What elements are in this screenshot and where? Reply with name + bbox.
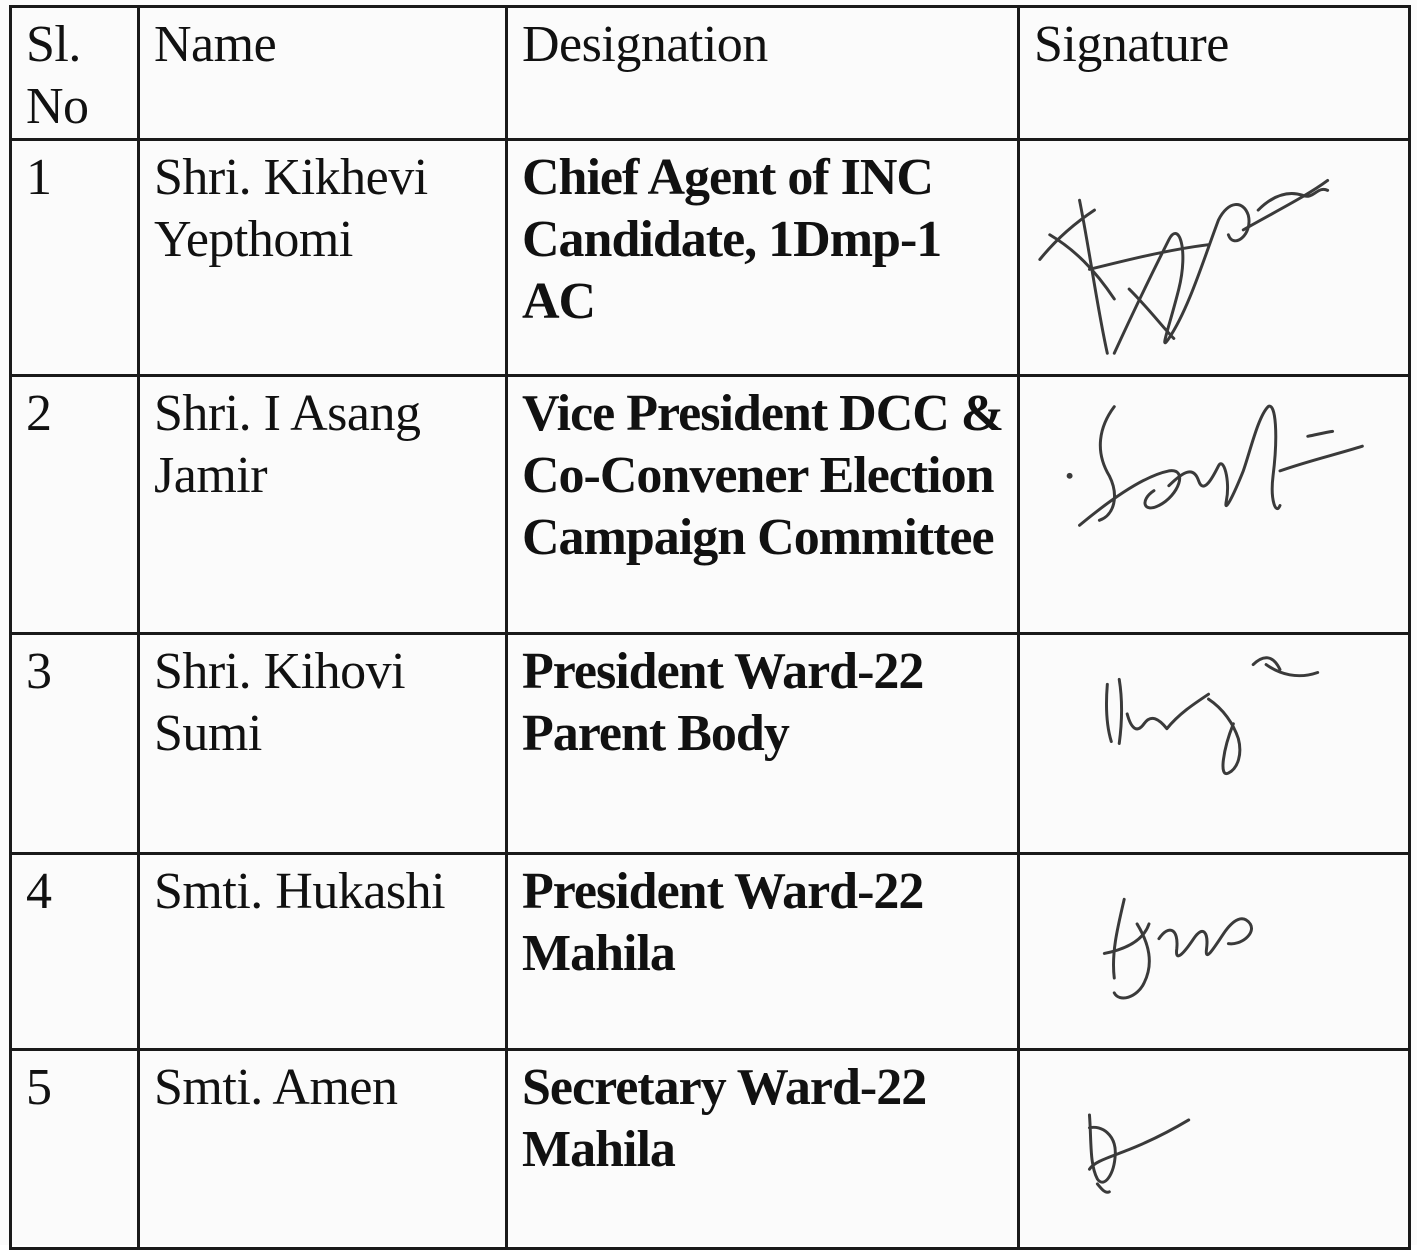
cell-name: Shri. Kihovi Sumi bbox=[139, 634, 507, 854]
header-name: Name bbox=[139, 7, 507, 140]
cell-sl-no: 4 bbox=[11, 854, 139, 1050]
cell-sl-no: 2 bbox=[11, 376, 139, 634]
cell-name: Smti. Amen bbox=[139, 1050, 507, 1249]
cell-signature bbox=[1019, 140, 1410, 376]
signature-image bbox=[1020, 377, 1408, 632]
signature-image bbox=[1020, 635, 1408, 852]
signature-table bbox=[9, 5, 1411, 1250]
cell-signature bbox=[1019, 854, 1410, 1050]
table-header-row bbox=[11, 7, 1410, 140]
cell-signature bbox=[1019, 376, 1410, 634]
cell-signature bbox=[1019, 634, 1410, 854]
cell-sl-no: 5 bbox=[11, 1050, 139, 1249]
signature-image bbox=[1020, 1051, 1408, 1247]
header-signature: Signature bbox=[1019, 7, 1410, 140]
cell-designation: Chief Agent of INC Candidate, 1Dmp-1 AC bbox=[507, 140, 1019, 376]
cell-designation: Secretary Ward-22 Mahila bbox=[507, 1050, 1019, 1249]
signature-image bbox=[1020, 855, 1408, 1048]
cell-name: Smti. Hukashi bbox=[139, 854, 507, 1050]
cell-sl-no: 1 bbox=[11, 140, 139, 376]
header-sl-no: Sl. No bbox=[11, 7, 139, 140]
table-row bbox=[11, 1050, 1410, 1249]
cell-designation: Vice President DCC & Co-Convener Election Campaign Committee bbox=[507, 376, 1019, 634]
cell-signature bbox=[1019, 1050, 1410, 1249]
signature-image bbox=[1020, 141, 1408, 374]
cell-sl-no: 3 bbox=[11, 634, 139, 854]
table-row bbox=[11, 140, 1410, 376]
cell-designation: President Ward-22 Parent Body bbox=[507, 634, 1019, 854]
cell-name: Shri. Kikhevi Yepthomi bbox=[139, 140, 507, 376]
cell-designation: President Ward-22 Mahila bbox=[507, 854, 1019, 1050]
table-row bbox=[11, 854, 1410, 1050]
header-designation: Designation bbox=[507, 7, 1019, 140]
cell-name: Shri. I Asang Jamir bbox=[139, 376, 507, 634]
table-row bbox=[11, 634, 1410, 854]
table-row bbox=[11, 376, 1410, 634]
